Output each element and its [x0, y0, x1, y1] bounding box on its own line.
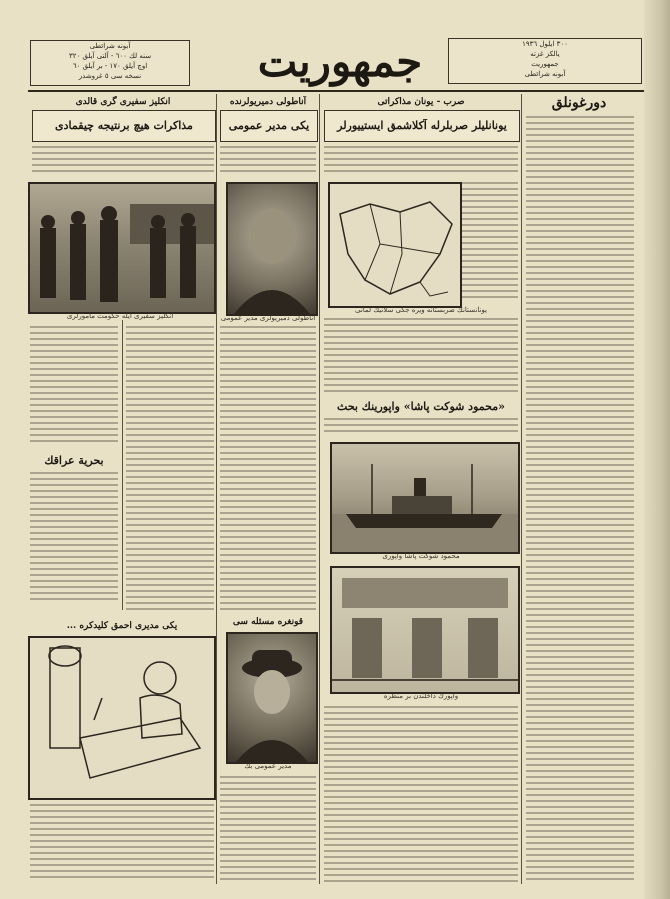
cartoon-headline: يكى مديرى احمق كليدكره ...	[66, 621, 178, 631]
ship-lead-text	[324, 418, 518, 438]
ship-icon	[332, 444, 518, 552]
interior-icon	[332, 568, 518, 692]
director-portrait	[226, 182, 318, 316]
director-caption: آناطولى دميريولرى مدير عمومى	[220, 314, 316, 322]
group-of-men-icon	[30, 184, 214, 312]
left-headline-kicker: انكليز سفيرى گرى قالدى	[75, 97, 171, 107]
portrait2-caption: مدير عمومى بك	[244, 762, 292, 770]
masthead	[30, 38, 642, 88]
info-line: ٣٠٠ ايلول ١٩٣٦	[522, 40, 568, 48]
right-column-text	[526, 116, 634, 886]
info-line: نسخه سى ٥ غروشدر	[78, 72, 142, 80]
mid-headline: يكى مدير عمومى	[228, 119, 310, 132]
info-line: سنه لك ٦٠٠ - آلتى آيلق ٣٢٠	[68, 52, 152, 60]
hat-portrait-icon	[228, 634, 316, 762]
center-headline-box	[324, 110, 520, 142]
ship-headline: «محمود شوكت پاشا» واپورينك بحث	[337, 400, 505, 413]
cartoon-image	[28, 636, 216, 800]
ship-interior-caption: واپورك داخلندن بر منظره	[383, 692, 459, 700]
portrait2-headline: قونغره مسئله سى	[232, 617, 304, 627]
info-line: آبونه شرائطى	[89, 42, 131, 50]
left-article-text-c	[30, 472, 118, 612]
mid-bottom-text	[220, 776, 316, 886]
column-rule	[216, 94, 217, 884]
info-line: اوچ آيلق ١٧٠ - بر آيلق ٦٠	[72, 62, 148, 70]
map-icon	[330, 184, 460, 306]
column-rule	[521, 94, 522, 884]
mid-headline-kicker: آناطولى دميريولرنده	[229, 97, 307, 107]
left-article-text-b	[30, 326, 118, 450]
center-headline-kicker: صرب - يونان مذاكراتى	[377, 97, 465, 107]
center-headline: يونانليلر صربلرله آكلاشمق ايستييورلر	[337, 119, 507, 132]
iraq-headline: بحرية عراقك	[44, 454, 104, 467]
center-bottom-text	[324, 706, 518, 886]
newspaper-title: جمهوريت	[257, 37, 423, 86]
ship-caption: محمود شوكت پاشا واپورى	[382, 552, 460, 560]
masthead-info-box-right	[448, 38, 642, 84]
portrait-icon	[228, 184, 316, 314]
column-rule	[122, 320, 123, 610]
column-rule	[319, 94, 320, 884]
map-side-text	[462, 182, 518, 306]
map-caption: يونانستانك صربستانه ويره جكى سلانيك لمانى	[355, 306, 487, 314]
cartoon-icon	[30, 638, 214, 798]
info-line: جمهوريت	[531, 60, 559, 68]
ship-interior-photo	[330, 566, 520, 694]
left-headline: مذاكرات هيچ برنتيجه چيقمادى	[55, 119, 193, 132]
map-image	[328, 182, 462, 308]
mid-article-text	[220, 326, 316, 616]
right-column-headline: دورغونلق	[551, 95, 607, 111]
ship-photo	[330, 442, 520, 554]
page-edge	[644, 0, 670, 899]
center-article-text	[324, 318, 518, 398]
mid-lead-text	[220, 146, 316, 178]
second-portrait	[226, 632, 318, 764]
cartoon-caption-text	[30, 804, 214, 886]
info-line: آبونه شرائطى	[524, 70, 566, 78]
left-headline-box	[32, 110, 216, 142]
left-lead-text	[32, 146, 214, 178]
masthead-rule	[28, 90, 644, 92]
info-line: يالكز غزته	[530, 50, 560, 58]
mid-headline-box	[220, 110, 318, 142]
left-article-text-a	[126, 326, 214, 616]
masthead-info-box-left	[30, 40, 190, 86]
ambassador-caption: انكليز سفيرى ايله حكومت مأمورلرى	[66, 312, 174, 320]
ambassador-photo	[28, 182, 216, 314]
center-lead-text	[324, 146, 518, 176]
